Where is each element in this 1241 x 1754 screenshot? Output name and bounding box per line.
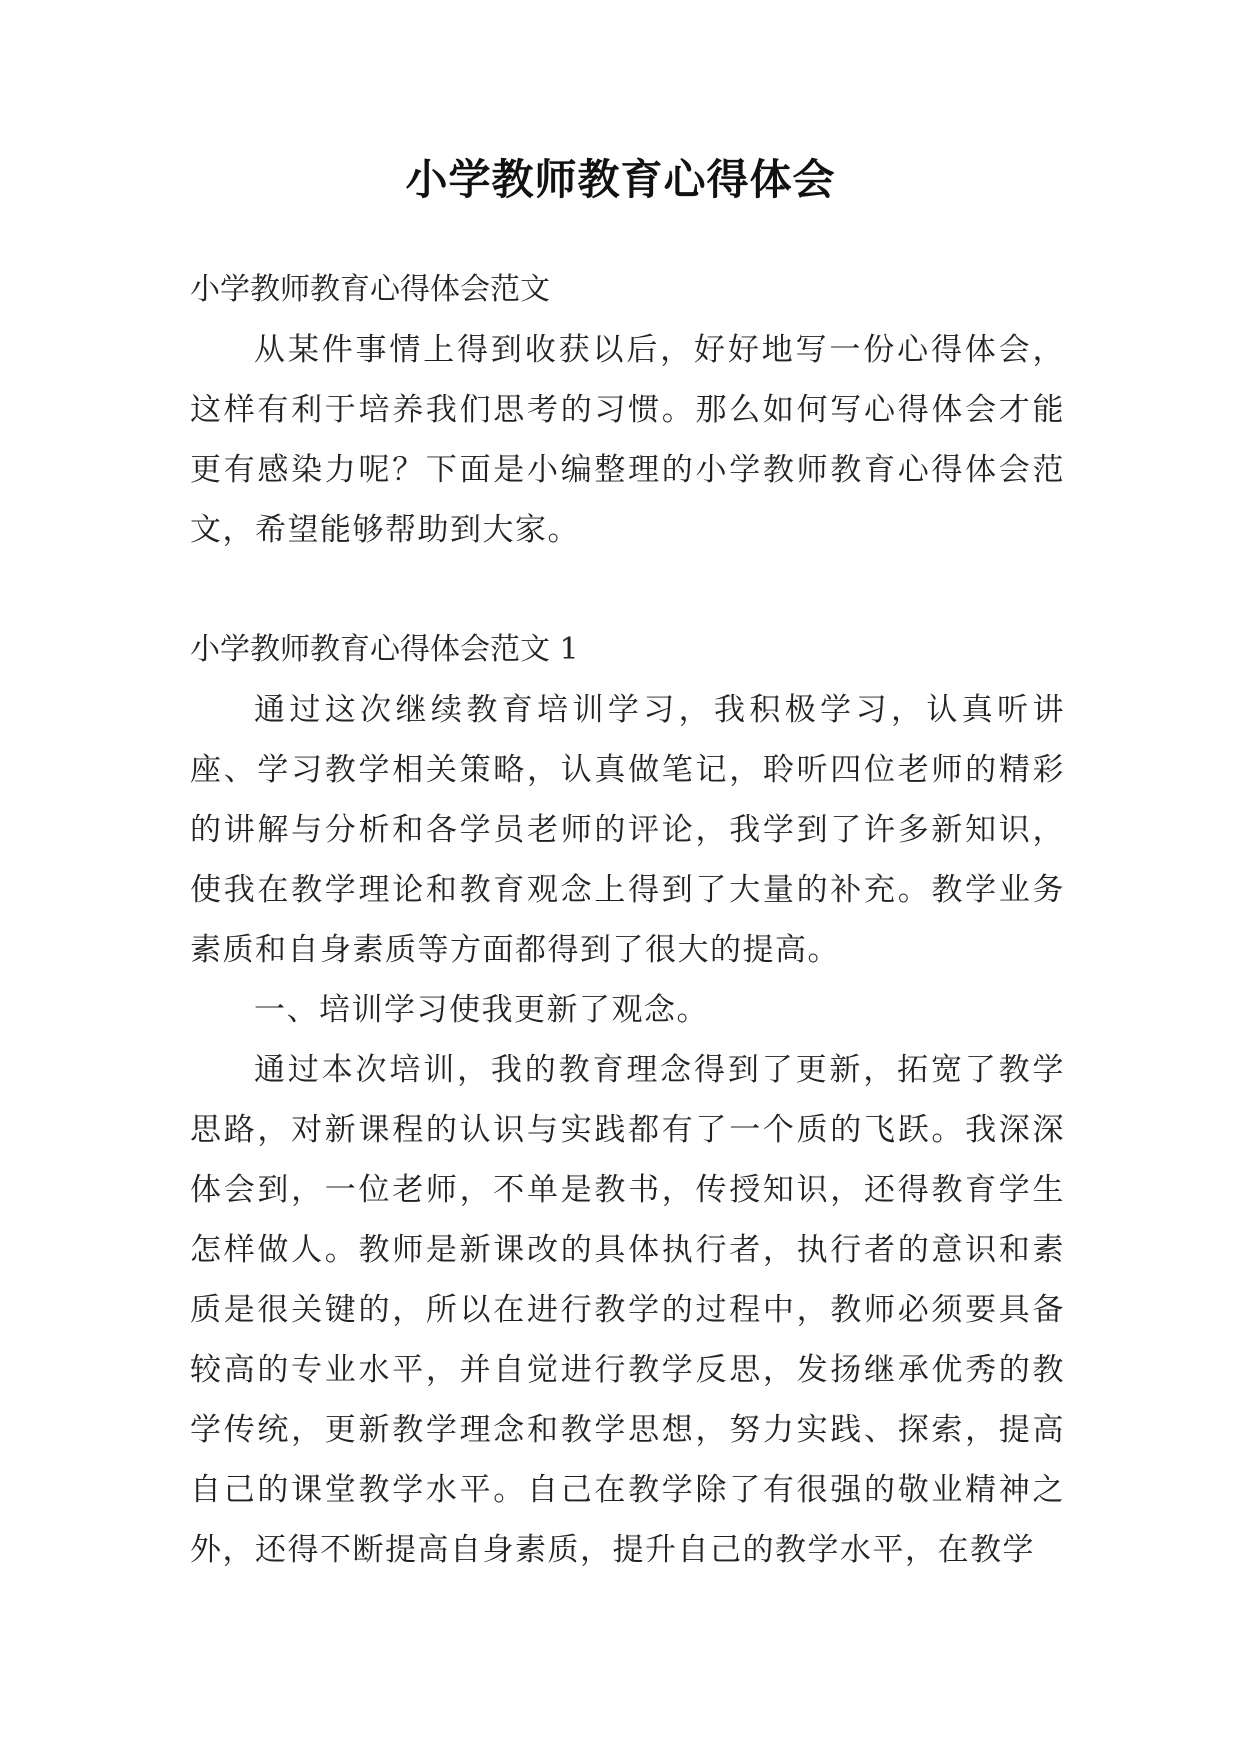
intro-heading: 小学教师教育心得体会范文 <box>190 272 550 307</box>
document-body <box>190 260 1065 1580</box>
section1-point-1: 一、培训学习使我更新了观念。 <box>254 992 709 1028</box>
section-spacer <box>190 560 1065 620</box>
section1-paragraph-2: 通过本次培训，我的教育理念得到了更新，拓宽了教学思路，对新课程的认识与实践都有了一个质的飞跃。我深深体会到，一位老师，不单是教书，传授知识，还得教育学生怎样做人。教师是新课改的具体执行者，执行者的意识和素质是很关键的，所以在进行教学的过程中，教师必须要具备较高的专业水平，并自觉进行教学反思，发扬继承优秀的教学传统，更新教学理念和教学思想，努力实践、探索，提高自己的课堂教学水平。自己在教学除了有很强的敬业精神之外，还得不断提高自身素质，提升自己的教学水平，在教学 <box>190 1052 1065 1568</box>
intro-paragraph: 从某件事情上得到收获以后，好好地写一份心得体会，这样有利于培养我们思考的习惯。那么如何写心得体会才能更有感染力呢？下面是小编整理的小学教师教育心得体会范文，希望能够帮助到大家。 <box>190 332 1065 548</box>
section1-heading: 小学教师教育心得体会范文 1 <box>190 632 579 667</box>
document-title: 小学教师教育心得体会 <box>405 155 836 204</box>
section1-paragraph-1: 通过这次继续教育培训学习，我积极学习，认真听讲座、学习教学相关策略，认真做笔记，聆听四位老师的精彩的讲解与分析和各学员老师的评论，我学到了许多新知识，使我在教学理论和教育观念上得到了大量的补充。教学业务素质和自身素质等方面都得到了很大的提高。 <box>190 692 1065 968</box>
